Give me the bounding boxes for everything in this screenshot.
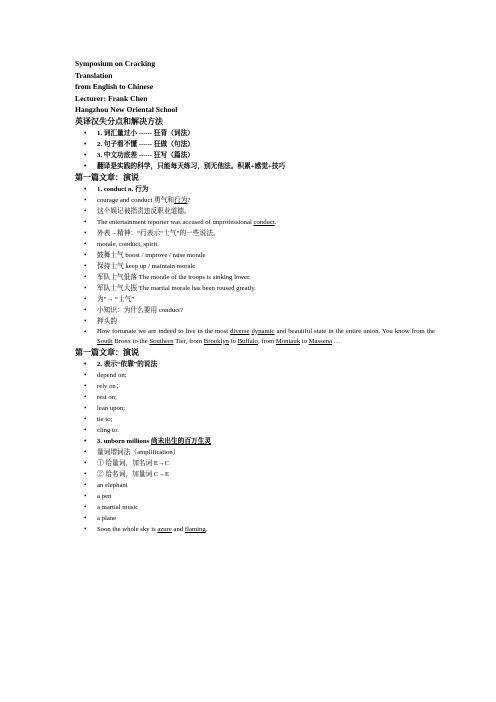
bullet-icon: • bbox=[84, 426, 87, 435]
list-item: • Soon the whole sky is azure and flaming. bbox=[84, 525, 208, 534]
list-item: • lean upon; bbox=[84, 404, 126, 413]
list-item: • a martial music bbox=[84, 503, 139, 512]
list-item: • rely on； bbox=[84, 382, 123, 391]
list-item: • The entertainment reporter was accused of unprofessional conduct. bbox=[84, 217, 277, 226]
list-item: • 军队士气低落 The morale of the troops is sinking lower. bbox=[84, 272, 251, 281]
bullet-icon: • bbox=[84, 404, 87, 413]
bullet-icon: • bbox=[84, 150, 87, 159]
part1-title: 第一篇文章：演说 bbox=[75, 172, 139, 182]
bullet-icon: • bbox=[84, 283, 87, 292]
list-item: • 为”→ “士气” bbox=[84, 294, 135, 303]
list-item: • tie to; bbox=[84, 415, 113, 424]
list-item: • 1. conduct n. 行为 bbox=[84, 184, 149, 193]
bullet-icon: • bbox=[84, 514, 87, 523]
bullet-icon: • bbox=[84, 371, 87, 380]
bullet-icon: • bbox=[84, 161, 87, 170]
list-item: • ① 给量词，加名词 E→C bbox=[84, 459, 170, 468]
bullet-icon: • bbox=[84, 525, 87, 534]
bullet-icon: • bbox=[84, 459, 87, 468]
doc-school: Hangzhou New Oriental School bbox=[75, 105, 178, 114]
list-item: • depend on; bbox=[84, 371, 127, 380]
list-item: • 鼓舞士气 boost / improve / raise morale bbox=[84, 250, 206, 259]
part2-list bbox=[75, 359, 435, 535]
bullet-icon: • bbox=[84, 327, 87, 336]
part1-list bbox=[75, 184, 435, 348]
list-item: • 3. unborn millions 尚未出生的百万生灵 bbox=[84, 437, 212, 446]
bullet-icon: • bbox=[84, 128, 87, 137]
bullet-icon: • bbox=[84, 261, 87, 270]
bullet-icon: • bbox=[84, 294, 87, 303]
document-content bbox=[75, 58, 435, 535]
bullet-icon: • bbox=[84, 481, 87, 490]
list-item: • 保持士气 keep up / maintain morale bbox=[84, 261, 196, 270]
list-item: • 军队士气大振 The martial morale has been roused greatly. bbox=[84, 283, 256, 292]
bullet-icon: • bbox=[84, 228, 87, 237]
bullet-icon: • bbox=[84, 206, 87, 215]
bullet-icon: • bbox=[84, 239, 87, 248]
list-item: • 翻译是实践的科学，只能每天练习，别无他法。积累+感觉+技巧 bbox=[84, 161, 286, 170]
intro-list bbox=[75, 128, 435, 172]
bullet-icon: • bbox=[84, 503, 87, 512]
bullet-icon: • bbox=[84, 382, 87, 391]
bullet-icon: • bbox=[84, 272, 87, 281]
list-item: • 这个娱记被指责违反职业道德。 bbox=[84, 206, 191, 215]
bullet-icon: • bbox=[84, 470, 87, 479]
list-item: • 3. 中文功底差 ------ 狂写（篇法） bbox=[84, 150, 194, 159]
list-item: • a plane bbox=[84, 514, 117, 523]
doc-title: Symposium on Cracking bbox=[75, 59, 156, 68]
bullet-icon: • bbox=[84, 492, 87, 501]
doc-subtitle: Translation bbox=[75, 70, 113, 80]
list-item: • 2. 表示“依靠”的说法 bbox=[84, 360, 158, 369]
list-item: • 1. 词汇量过小 ------ 狂背（词法） bbox=[84, 128, 194, 137]
bullet-icon: • bbox=[84, 316, 87, 325]
list-item: • 小知识：为什么要用 conduct? bbox=[84, 305, 183, 314]
intro-title: 英译汉失分点和解决方法 bbox=[75, 116, 163, 126]
list-item: • 外表→精神：“行表示“士气”的一些说法。 bbox=[84, 228, 220, 237]
doc-lecturer: Lecturer: Frank Chen bbox=[75, 93, 148, 103]
list-item: • an elephant bbox=[84, 481, 128, 490]
bullet-icon: • bbox=[84, 393, 87, 402]
list-item: • morale, conduct, spirit. bbox=[84, 239, 159, 248]
bullet-icon: • bbox=[84, 305, 87, 314]
list-item: • courage and conduct 勇气和行为? bbox=[84, 195, 191, 204]
bullet-icon: • bbox=[84, 184, 87, 193]
list-item: • a pen bbox=[84, 492, 112, 501]
list-item: • rest on; bbox=[84, 393, 117, 402]
list-item: • 押头韵 bbox=[84, 316, 118, 325]
list-item: • cling to. bbox=[84, 426, 119, 435]
list-item: • 量词增词法（amplification） bbox=[84, 448, 180, 457]
list-item: • 2. 句子看不懂 ------ 狂做（句法） bbox=[84, 139, 194, 148]
list-item-quote: • How fortunate we are indeed to live in the most diverse dynamic and beautiful state in the entire union. You know from the South Bronx to the Southern Tier, from Brooklyn to Buffalo, from Montauk to Massena … bbox=[84, 327, 435, 345]
part2-title: 第一篇文章：演说 bbox=[75, 348, 139, 358]
bullet-icon: • bbox=[84, 360, 87, 369]
bullet-icon: • bbox=[84, 415, 87, 424]
bullet-icon: • bbox=[84, 448, 87, 457]
bullet-icon: • bbox=[84, 195, 87, 204]
bullet-icon: • bbox=[84, 437, 87, 446]
list-item: • ② 给名词，加量词 C→E bbox=[84, 470, 170, 479]
doc-direction: from English to Chinese bbox=[75, 82, 154, 91]
bullet-icon: • bbox=[84, 217, 87, 226]
bullet-icon: • bbox=[84, 250, 87, 259]
bullet-icon: • bbox=[84, 139, 87, 148]
